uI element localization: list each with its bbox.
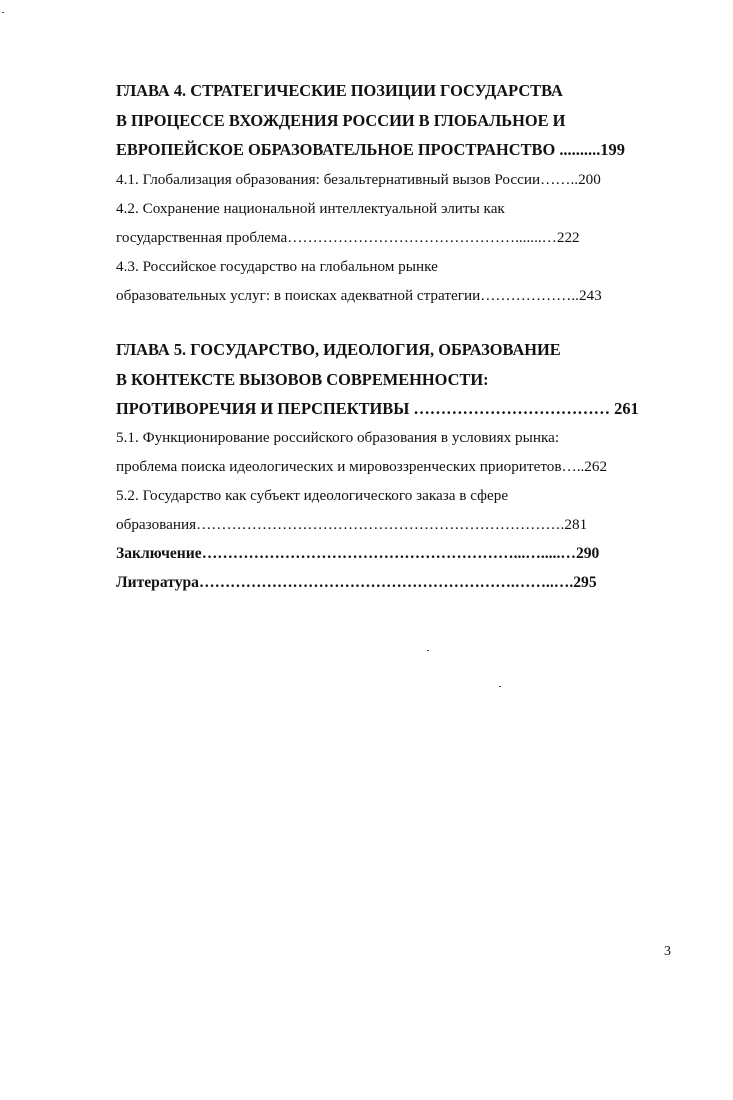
chapter5-title-line2: В КОНТЕКСТЕ ВЫЗОВОВ СОВРЕМЕННОСТИ: bbox=[116, 370, 489, 389]
scan-speck bbox=[427, 650, 429, 651]
section-5-2-line2: образования……………………………………………………………….281 bbox=[116, 516, 588, 533]
conclusion-entry: Заключение……………………………………………………...….....…290 bbox=[116, 545, 600, 562]
section-4-3-line2: образовательных услуг: в поисках адекватной стратегии………………..243 bbox=[116, 287, 602, 304]
chapter5-title-line1: ГЛАВА 5. ГОСУДАРСТВО, ИДЕОЛОГИЯ, ОБРАЗОВАНИЕ bbox=[116, 340, 561, 359]
scan-speck bbox=[2, 12, 4, 13]
chapter5-title-line3: ПРОТИВОРЕЧИЯ И ПЕРСПЕКТИВЫ ……………………………… 261 bbox=[116, 399, 639, 418]
chapter4-title-line2: В ПРОЦЕССЕ ВХОЖДЕНИЯ РОССИИ В ГЛОБАЛЬНОЕ И bbox=[116, 111, 566, 130]
chapter4-title-line1: ГЛАВА 4. СТРАТЕГИЧЕСКИЕ ПОЗИЦИИ ГОСУДАРСТВА bbox=[116, 81, 563, 100]
section-4-1: 4.1. Глобализация образования: безальтернативный вызов России……..200 bbox=[116, 171, 601, 188]
page-number: 3 bbox=[664, 944, 671, 959]
section-4-2-line2: государственная проблема……………………………………….......…222 bbox=[116, 229, 580, 246]
section-5-1-line2: проблема поиска идеологических и мировоззренческих приоритетов…..262 bbox=[116, 458, 608, 475]
chapter4-title-line3: ЕВРОПЕЙСКОЕ ОБРАЗОВАТЕЛЬНОЕ ПРОСТРАНСТВО ..........199 bbox=[116, 140, 625, 159]
section-4-2-line1: 4.2. Сохранение национальной интеллектуальной элиты как bbox=[116, 200, 505, 217]
section-5-2-line1: 5.2. Государство как субъект идеологического заказа в сфере bbox=[116, 487, 509, 504]
scan-speck bbox=[499, 686, 501, 687]
section-5-1-line1: 5.1. Функционирование российского образования в условиях рынка: bbox=[116, 429, 560, 446]
literature-entry: Литература…………………………………………………….……..….295 bbox=[116, 574, 597, 591]
section-4-3-line1: 4.3. Российское государство на глобальном рынке bbox=[116, 258, 438, 275]
